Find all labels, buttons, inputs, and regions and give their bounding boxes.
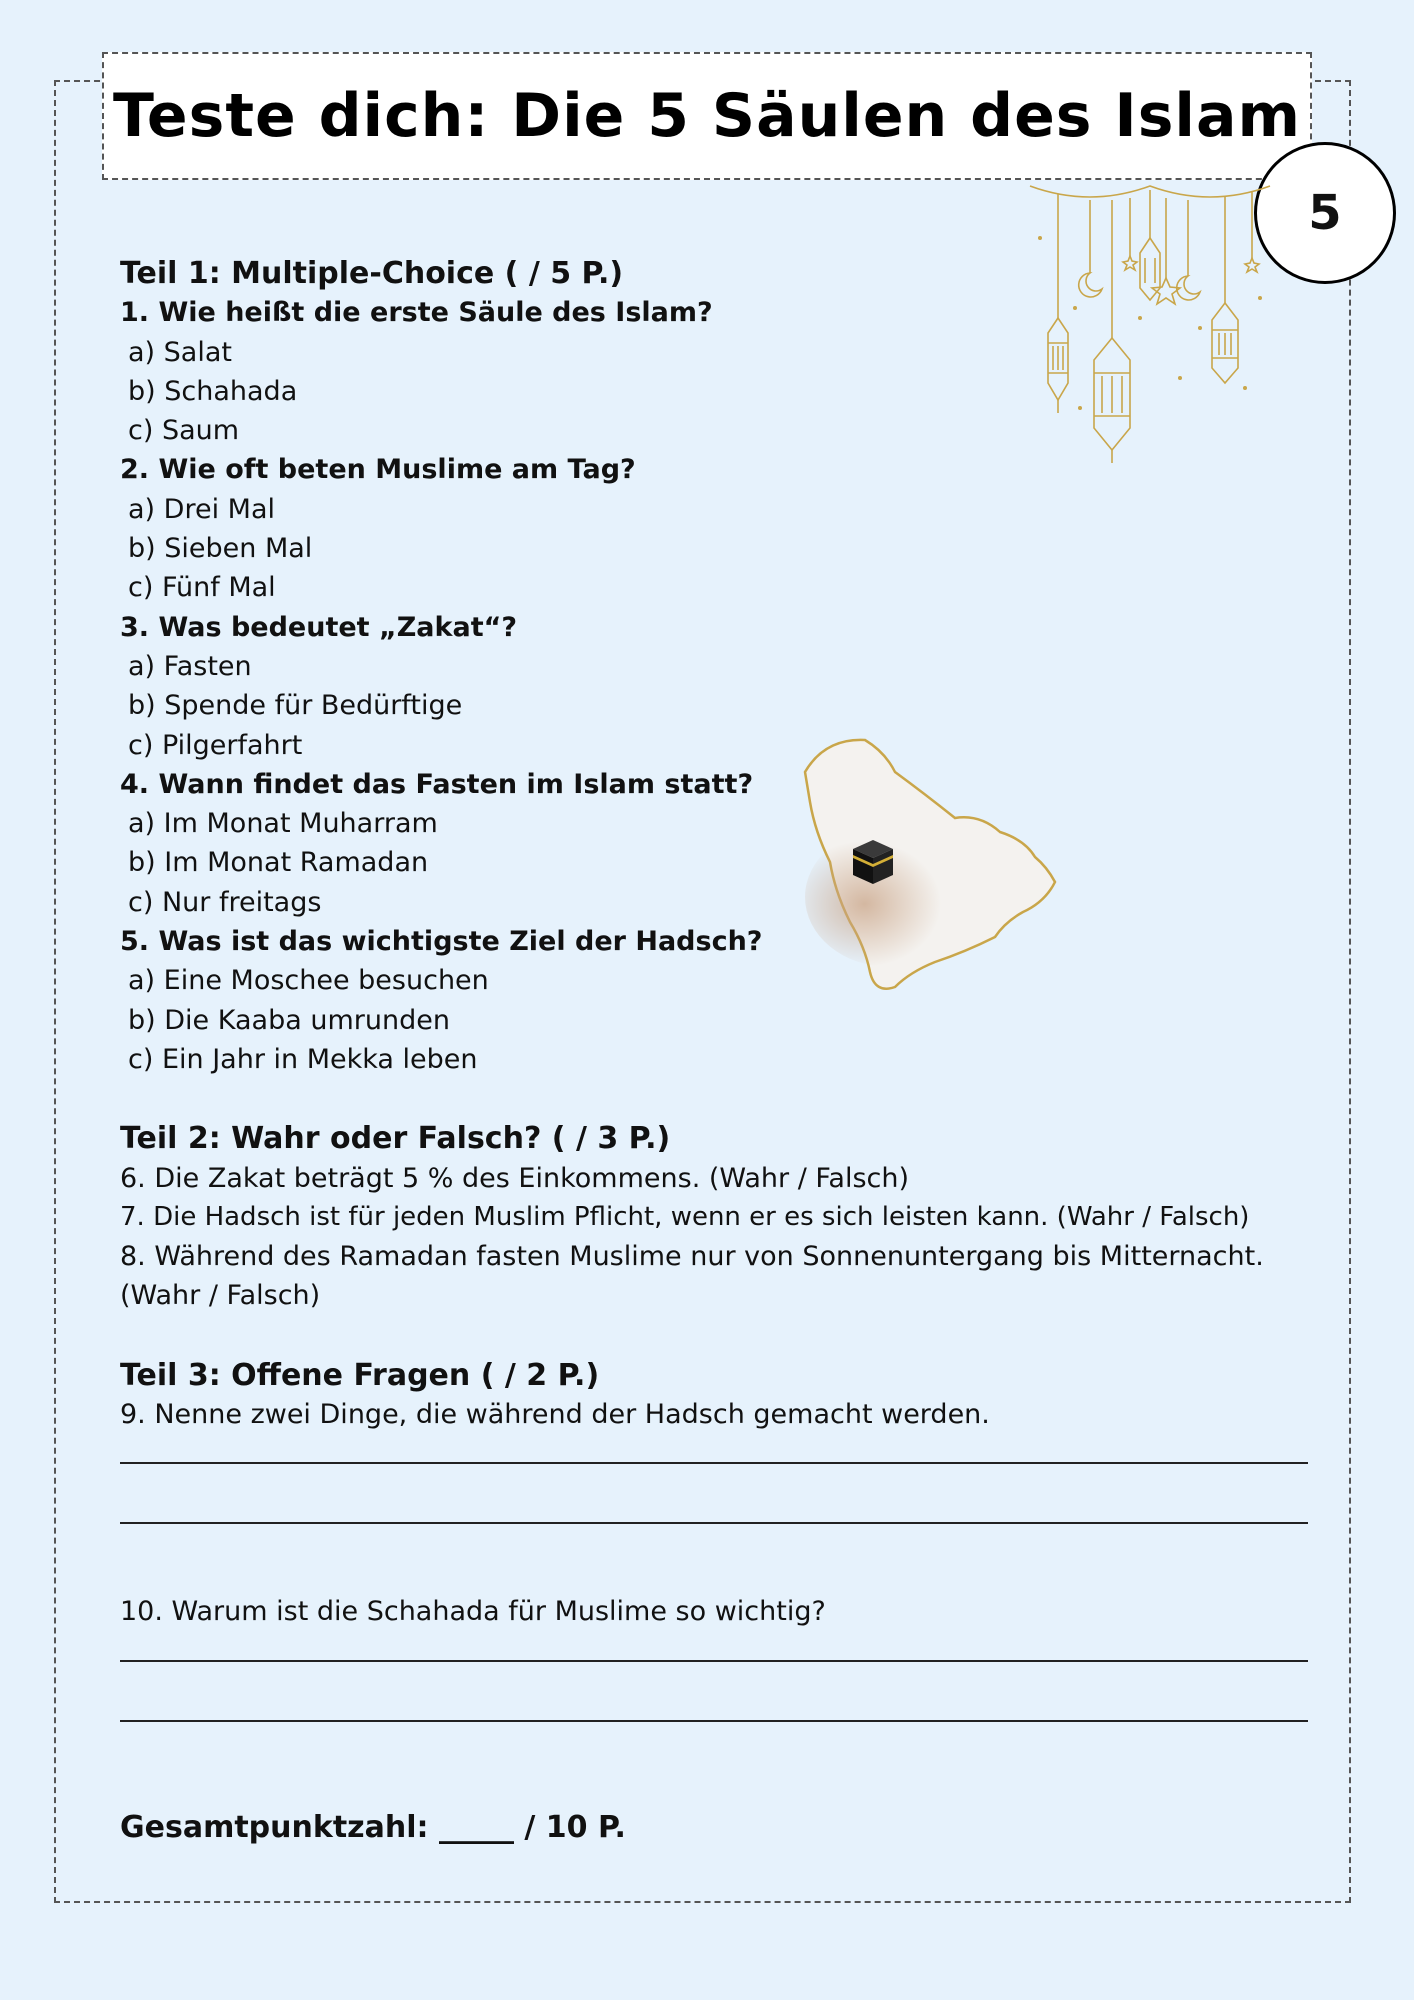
option-1a: a) Salat — [128, 336, 232, 368]
title-box — [102, 52, 1312, 180]
option-4c: c) Nur freitags — [128, 886, 322, 918]
question-1: 1. Wie heißt die erste Säule des Islam? — [120, 297, 713, 329]
option-3b: b) Spende für Bedürftige — [128, 690, 463, 722]
option-5b: b) Die Kaaba umrunden — [128, 1004, 450, 1036]
part1-heading: Teil 1: Multiple-Choice ( / 5 P.) — [120, 256, 624, 291]
part2-heading: Teil 2: Wahr oder Falsch? ( / 3 P.) — [120, 1121, 671, 1157]
option-2c: c) Fünf Mal — [128, 572, 276, 604]
statement-6: 6. Die Zakat beträgt 5 % des Einkommens. (Wahr / Falsch) — [120, 1162, 910, 1194]
option-5c: c) Ein Jahr in Mekka leben — [128, 1043, 478, 1075]
option-1c: c) Saum — [128, 415, 240, 447]
question-5: 5. Was ist das wichtigste Ziel der Hadsch? — [120, 926, 763, 958]
option-1b: b) Schahada — [128, 375, 298, 407]
spacer — [120, 1316, 1320, 1356]
question-3: 3. Was bedeutet „Zakat“? — [120, 611, 518, 643]
option-4b: b) Im Monat Ramadan — [128, 847, 429, 879]
statement-8-choice: (Wahr / Falsch) — [120, 1280, 321, 1312]
option-4a: a) Im Monat Muharram — [128, 808, 438, 840]
spacer — [120, 1079, 1320, 1119]
question-2: 2. Wie oft beten Muslime am Tag? — [120, 454, 636, 486]
option-3c: c) Pilgerfahrt — [128, 729, 303, 761]
question-4: 4. Wann findet das Fasten im Islam statt? — [120, 768, 754, 800]
option-3a: a) Fasten — [128, 650, 252, 682]
statement-7: 7. Die Hadsch ist für jeden Muslim Pflicht, wenn er es sich leisten kann. (Wahr / Falsch) — [120, 1201, 1250, 1232]
answer-line-10b[interactable] — [120, 1720, 1308, 1722]
page-number-badge: 5 — [1254, 142, 1396, 284]
option-5a: a) Eine Moschee besuchen — [128, 965, 489, 997]
option-2b: b) Sieben Mal — [128, 533, 313, 565]
question-9: 9. Nenne zwei Dinge, die während der Hadsch gemacht werden. — [120, 1399, 990, 1431]
question-10: 10. Warum ist die Schahada für Muslime so wichtig? — [120, 1596, 826, 1628]
statement-8: 8. Während des Ramadan fasten Muslime nur von Sonnenuntergang bis Mitternacht. — [120, 1241, 1264, 1273]
part3-heading: Teil 3: Offene Fragen ( / 2 P.) — [120, 1357, 600, 1393]
option-2a: a) Drei Mal — [128, 493, 275, 525]
total-score: Gesamtpunktzahl: _____ / 10 P. — [120, 1810, 626, 1845]
page-title: Teste dich: Die 5 Säulen des Islam — [112, 81, 1302, 151]
worksheet-content — [120, 254, 1320, 1722]
